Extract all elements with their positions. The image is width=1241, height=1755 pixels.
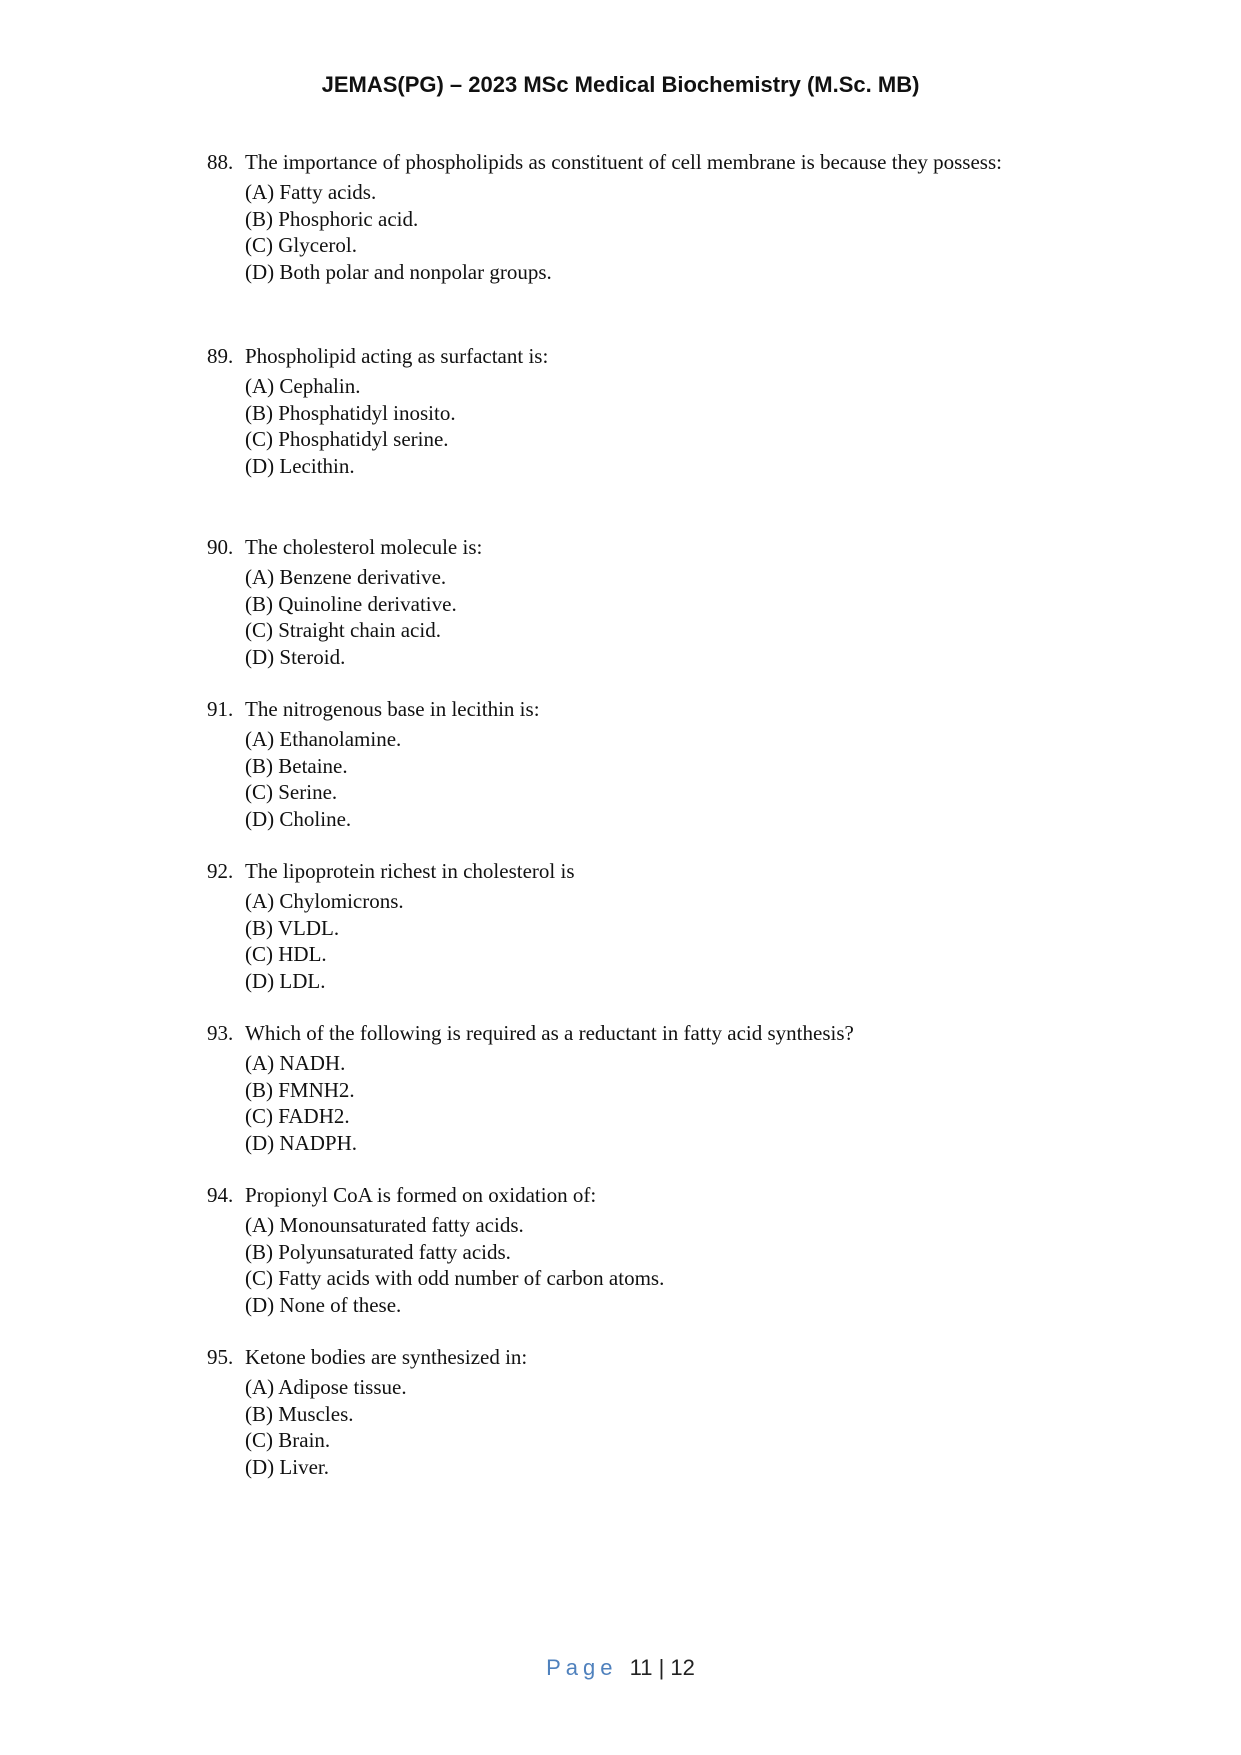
page-current: 11 (629, 1655, 653, 1680)
question-93 (207, 1019, 1027, 1156)
question-text: The cholesterol molecule is: (245, 535, 483, 559)
question-number: 89. (207, 344, 234, 368)
question-text: Phospholipid acting as surfactant is: (245, 344, 549, 368)
question-number: 90. (207, 535, 234, 559)
question-text: The nitrogenous base in lecithin is: (245, 697, 540, 721)
page-footer (0, 1655, 1241, 1681)
option: (A) Cephalin. (245, 374, 361, 398)
option: (B) Polyunsaturated fatty acids. (245, 1239, 511, 1264)
question-94 (207, 1181, 1027, 1318)
option: (D) Choline. (245, 806, 352, 831)
question-90 (207, 533, 1027, 670)
option: (D) None of these. (245, 1292, 402, 1317)
question-91 (207, 695, 1027, 832)
question-text: Ketone bodies are synthesized in: (245, 1345, 528, 1369)
option: (B) VLDL. (245, 915, 340, 940)
question-text: The lipoprotein richest in cholesterol is (245, 859, 575, 883)
option: (A) Chylomicrons. (245, 889, 404, 913)
option: (C) Glycerol. (245, 233, 357, 257)
option: (C) Phosphatidyl serine. (245, 427, 449, 451)
option: (B) Muscles. (245, 1401, 354, 1426)
page-header: JEMAS(PG) – 2023 MSc Medical Biochemistry (M.Sc. MB) (321, 72, 920, 97)
option: (D) NADPH. (245, 1130, 357, 1155)
option: (B) Betaine. (245, 753, 348, 778)
option: (A) Benzene derivative. (245, 565, 447, 589)
question-89 (207, 342, 1027, 479)
option: (C) Fatty acids with odd number of carbon atoms. (245, 1266, 665, 1290)
option: (D) Steroid. (245, 644, 346, 669)
question-number: 88. (207, 150, 234, 174)
question-number: 95. (207, 1345, 234, 1369)
page-word: Page (546, 1655, 618, 1680)
option: (C) Straight chain acid. (245, 618, 441, 642)
option: (D) LDL. (245, 968, 326, 993)
question-text: Propionyl CoA is formed on oxidation of: (245, 1183, 597, 1207)
question-number: 92. (207, 859, 234, 883)
option: (B) Phosphoric acid. (245, 206, 419, 231)
option: (A) NADH. (245, 1051, 346, 1075)
page-separator: | (658, 1655, 665, 1680)
question-number: 91. (207, 697, 234, 721)
question-95 (207, 1343, 1027, 1480)
question-number: 93. (207, 1021, 234, 1045)
option: (B) Quinoline derivative. (245, 591, 457, 616)
option: (D) Liver. (245, 1454, 329, 1479)
question-number: 94. (207, 1183, 234, 1207)
option: (D) Both polar and nonpolar groups. (245, 259, 552, 284)
option: (A) Fatty acids. (245, 180, 377, 204)
option: (B) FMNH2. (245, 1077, 355, 1102)
option: (A) Ethanolamine. (245, 727, 402, 751)
option: (C) Brain. (245, 1428, 331, 1452)
option: (B) Phosphatidyl inosito. (245, 400, 456, 425)
option: (A) Monounsaturated fatty acids. (245, 1213, 524, 1237)
option: (A) Adipose tissue. (245, 1375, 407, 1399)
option: (C) Serine. (245, 780, 338, 804)
question-text: Which of the following is required as a reductant in fatty acid synthesis? (245, 1021, 854, 1045)
page-total: 12 (670, 1655, 695, 1680)
option: (C) HDL. (245, 942, 327, 966)
option: (C) FADH2. (245, 1104, 350, 1128)
question-88 (207, 148, 1027, 285)
option: (D) Lecithin. (245, 453, 355, 478)
question-text: The importance of phospholipids as constituent of cell membrane is because they possess: (245, 150, 1002, 174)
question-92 (207, 857, 1027, 994)
